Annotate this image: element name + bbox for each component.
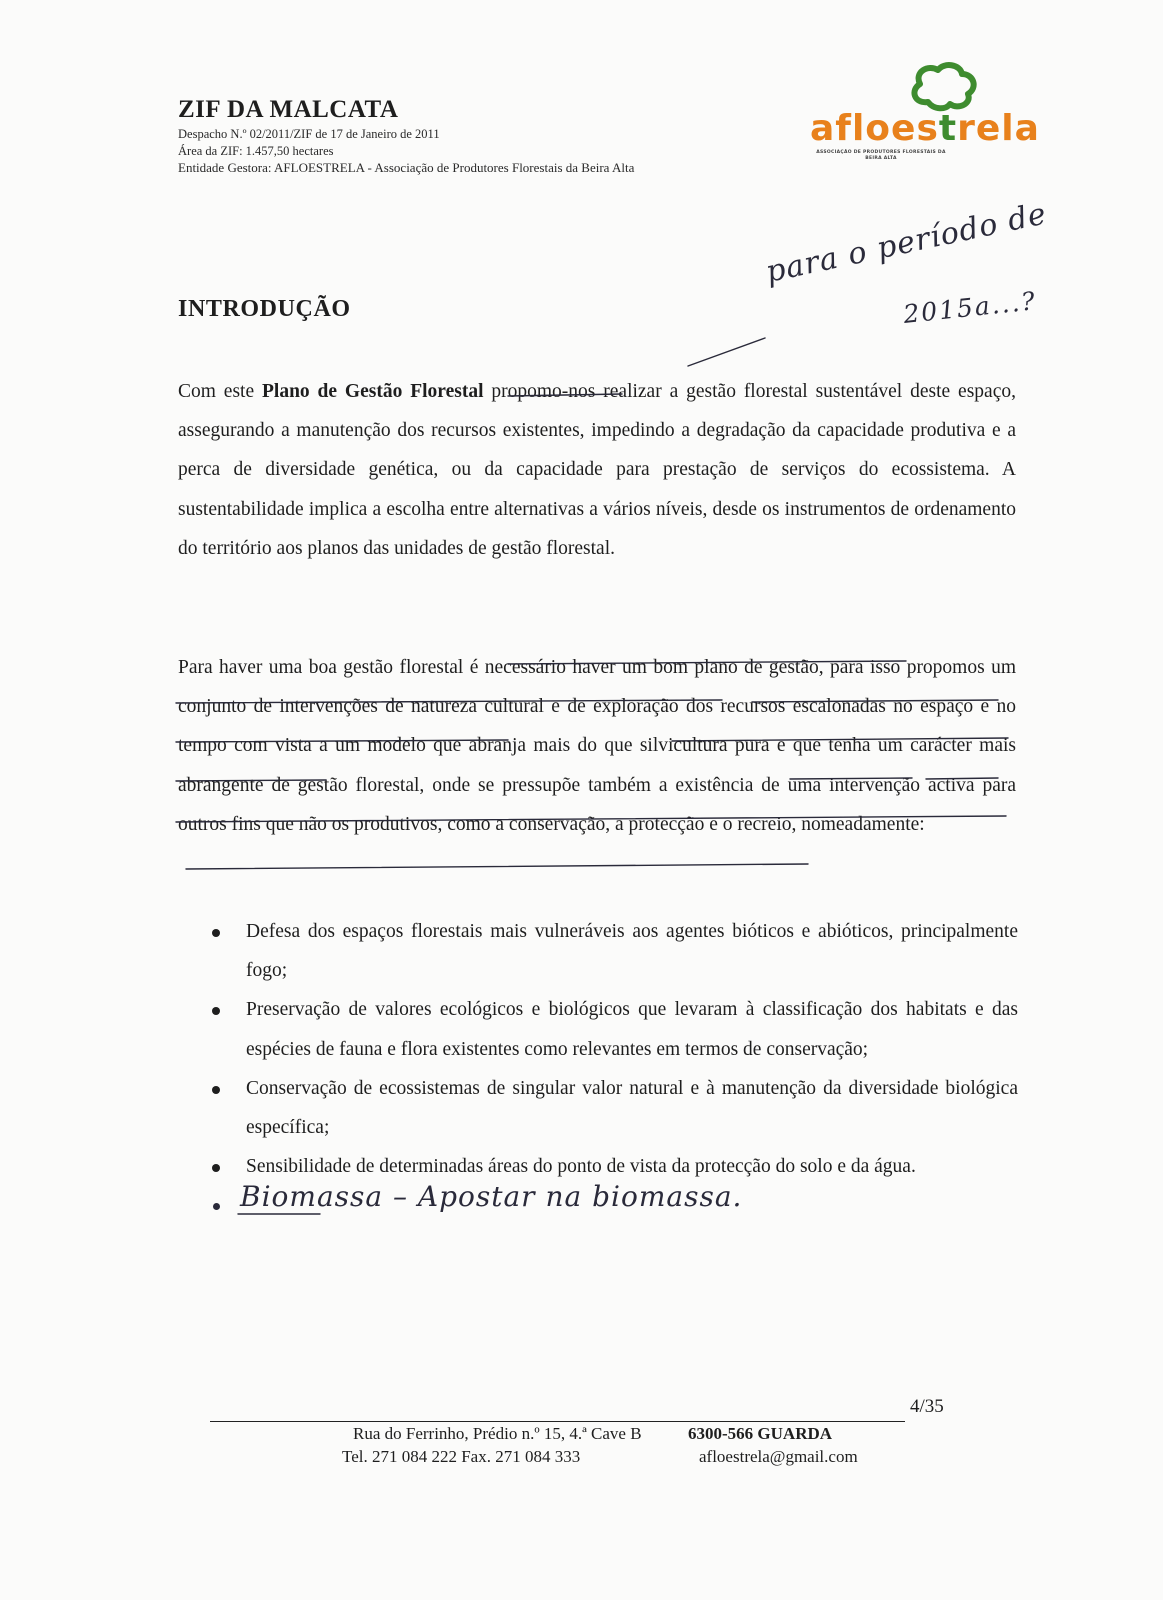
bullet-dot-icon [212, 1007, 220, 1015]
despacho-line: Despacho N.º 02/2011/ZIF de 17 de Janeiro de 2011 [178, 127, 440, 141]
footer-rule [210, 1421, 905, 1422]
handwritten-margin-note: para o período de [762, 196, 1050, 290]
margin-note-pointer-line [688, 338, 765, 366]
bullet-dot-icon [212, 1164, 220, 1172]
footer-email: afloestrela@gmail.com [699, 1447, 858, 1466]
section-heading: INTRODUÇÃO [178, 296, 351, 322]
footer-phone: Tel. 271 084 222 Fax. 271 084 333 [342, 1447, 581, 1466]
bullet-list [178, 912, 1018, 1186]
p1-bold-term: Plano de Gestão Florestal [262, 381, 484, 402]
logo-tagline: ASSOCIAÇÃO DE PRODUTORES FLORESTAIS DA BEIRA ALTA [816, 150, 946, 161]
p1-lead: Com este [178, 381, 262, 402]
logo-word-aflo: aflo [810, 108, 892, 149]
afloestrela-logo [810, 62, 1040, 172]
handwritten-bullet-dot-icon [213, 1203, 220, 1210]
handwritten-margin-year: 2015a...? [901, 286, 1039, 329]
area-line: Área da ZIF: 1.457,50 hectares [178, 144, 334, 158]
bullet-dot-icon [212, 1086, 220, 1094]
p2-text: Para haver uma boa gestão florestal é necessário haver um bom plano de gestão, para isso propomos um conjunto de intervenções de natureza cultural e de exploração dos recursos escalonadas no espaço e no tempo com vista a um modelo que abranja mais do que silvicultura pura e que tenha um carácter mais abrangente de gestão florestal, onde se pressupõe também a existência de uma intervenção activa para outros fins que não os produtivos, como a conservação, a protecção e o recreio, nomeadamente: [178, 657, 1016, 835]
logo-word-es: es [891, 108, 939, 149]
handwritten-extra-bullet: Biomassa – Apostar na biomassa. [240, 1180, 743, 1213]
intro-paragraph-1 [178, 372, 1016, 568]
underline-produtivos [186, 864, 808, 869]
footer-city: 6300-566 GUARDA [688, 1424, 833, 1443]
page-number: 4/35 [910, 1396, 944, 1417]
footer-address: Rua do Ferrinho, Prédio n.º 15, 4.ª Cave B [353, 1424, 642, 1443]
p1-rest: propomo-nos realizar a gestão florestal sustentável deste espaço, assegurando a manutenção dos recursos existentes, impedindo a degradação da capacidade produtiva e a perca de diversidade genética, ou da capacidade para prestação de serviços do ecossistema. A sustentabilidade implica a escolha entre alternativas a vários níveis, desde os instrumentos de ordenamento do território aos planos das unidades de gestão florestal. [178, 381, 1016, 559]
document-title: ZIF DA MALCATA [178, 96, 399, 123]
logo-word-t: t [938, 108, 958, 149]
intro-paragraph-2 [178, 648, 1016, 844]
list-item: Preservação de valores ecológicos e biológicos que levaram à classificação dos habitats e das espécies de fauna e flora existentes como relevantes em termos de conservação; [178, 990, 1018, 1068]
entidade-line: Entidade Gestora: AFLOESTRELA - Associação de Produtores Florestais da Beira Alta [178, 160, 635, 175]
list-item: Defesa dos espaços florestais mais vulneráveis aos agentes bióticos e abióticos, principalmente fogo; [178, 912, 1018, 990]
logo-wordmark [810, 108, 1040, 149]
list-item: Sensibilidade de determinadas áreas do ponto de vista da protecção do solo e da água. [178, 1147, 1018, 1186]
bullet-dot-icon [212, 929, 220, 937]
list-item: Conservação de ecossistemas de singular valor natural e à manutenção da diversidade biológica específica; [178, 1069, 1018, 1147]
logo-word-rela: rela [957, 108, 1040, 149]
